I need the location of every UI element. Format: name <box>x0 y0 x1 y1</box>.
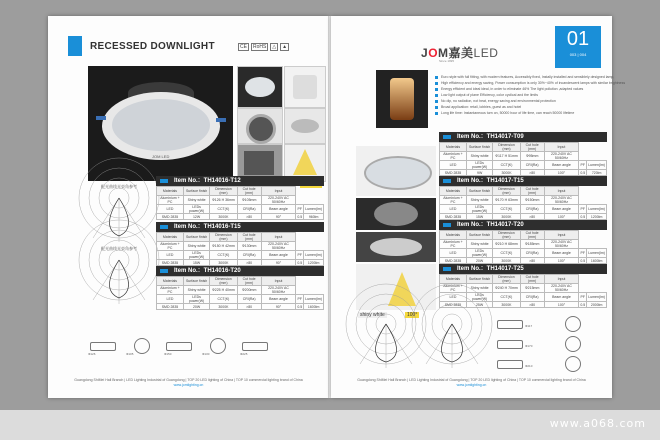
table-row <box>157 205 324 214</box>
class-badge: ▲ <box>282 44 288 50</box>
spec-item-number: Item No.：TH14017-T15 <box>439 176 607 186</box>
table-cell: 9W <box>466 170 492 176</box>
table-row <box>157 295 324 304</box>
table-header-row <box>440 231 607 240</box>
table-cell: 0.5 <box>580 258 586 263</box>
table-cell: CCT(K) <box>493 205 520 214</box>
table-cell: Shiny white <box>466 152 492 161</box>
polar-diagram-1 <box>88 184 150 244</box>
rohs-badge: RoHS <box>252 44 267 50</box>
table-row <box>440 161 607 170</box>
table-cell: 100° <box>544 302 579 308</box>
table-cell: 960lm <box>304 214 324 220</box>
table-cell: Beam angle <box>544 161 579 170</box>
table-cell: 20W <box>183 304 209 310</box>
table-cell: 100° <box>544 214 579 220</box>
table-cell: Φ215mm <box>520 284 544 293</box>
table-cell: 0.5 <box>580 302 586 307</box>
installation-photo <box>376 70 428 128</box>
thumbnail-back <box>237 108 283 144</box>
table-header-row <box>440 187 607 196</box>
table-cell: Lumen(lm) <box>587 161 607 170</box>
table-cell: 220-240V AC 50/60Hz <box>544 284 579 293</box>
table-cell: 3000K <box>210 214 237 220</box>
table-header-cell: Cut hole (mm) <box>237 187 261 196</box>
feature-list <box>435 74 626 116</box>
product-photo-installed <box>356 232 436 262</box>
table-cell: 15W <box>466 214 492 220</box>
page-footer <box>48 378 329 388</box>
table-cell: 100° <box>544 170 579 176</box>
polar-diagram-2 <box>88 246 150 306</box>
table-cell: SMD 2835 <box>440 170 467 176</box>
spec-table-block <box>439 132 607 176</box>
table-cell: Shiny white <box>466 196 492 205</box>
table-cell: LED <box>440 249 467 258</box>
table-cell: 220-240V AC 50/60Hz <box>544 152 579 161</box>
table-row <box>440 196 607 205</box>
table-cell: Aluminium + PC <box>157 286 184 295</box>
table-cell: LEDs power(W) <box>183 205 209 214</box>
table-header-cell: Input <box>544 187 579 196</box>
footer-line: Guangdong ShiMei Hall Branch | LED Lighting Industrial of Guangdong | TOP 20 LED lighting of China | TOP 10 commercial lighting brand of China <box>357 378 586 382</box>
table-header-cell: Dimension (mm) <box>210 277 237 286</box>
table-cell: Φ130mm <box>237 242 261 251</box>
table-cell: >80 <box>237 260 261 266</box>
spec-table <box>439 274 607 308</box>
table-header-cell: Surface finish <box>183 233 209 242</box>
ce-badge: CE <box>240 44 247 50</box>
table-cell: Lumen(lm) <box>304 295 324 304</box>
table-header-cell: Materials <box>440 275 467 284</box>
spec-table-block <box>156 222 324 266</box>
table-cell: 220-240V AC 50/60Hz <box>544 240 579 249</box>
table-cell: 25W <box>466 302 492 308</box>
table-header-cell: Materials <box>157 187 184 196</box>
table-header-cell: Dimension (mm) <box>210 233 237 242</box>
table-header-cell: Materials <box>440 231 467 240</box>
table-cell: CRI(Ra) <box>520 293 544 302</box>
footer-url: www.jomlighting.cn <box>173 383 204 387</box>
product-photo-beam <box>356 264 436 310</box>
watermark-text: www.a068.com <box>549 417 646 430</box>
table-cell: CCT(K) <box>210 295 237 304</box>
spec-table <box>156 186 324 220</box>
table-cell: LED <box>440 161 467 170</box>
table-cell: Φ240 H 70mm <box>493 284 520 293</box>
table-cell: 220-240V AC 50/60Hz <box>261 196 296 205</box>
table-cell: SMD 2835 <box>440 302 467 308</box>
footer-line: Guangdong ShiMei Hall Branch | LED Lighting Industrial of Guangdong | TOP 20 LED lighting of China | TOP 10 commercial lighting brand of China <box>74 378 303 382</box>
table-row <box>440 293 607 302</box>
table-cell: SMD 2835 <box>440 258 467 264</box>
table-cell: 0.5 <box>580 170 586 175</box>
spec-item-number: Item No.：TH14016-T15 <box>156 222 324 232</box>
table-cell: 220-240V AC 50/60Hz <box>544 196 579 205</box>
brand-logo: JOM嘉美LED <box>421 46 499 60</box>
table-header-cell: Cut hole (mm) <box>237 277 261 286</box>
table-cell: PF <box>579 161 587 170</box>
dimension-drawing: Φ130 <box>202 334 232 358</box>
dimension-drawing: Φ225 <box>240 334 270 358</box>
table-header-cell: Surface finish <box>183 277 209 286</box>
feature-item: High efficiency and energy saving, Power consumption is only 30%~40% of incandescent lamps with similar brightness <box>435 80 605 86</box>
table-cell: 12W <box>183 214 209 220</box>
dimension-drawing: Φ117 <box>495 316 585 334</box>
table-row <box>440 170 607 176</box>
table-cell: LEDs power(W) <box>183 295 209 304</box>
table-cell: LEDs power(W) <box>466 205 492 214</box>
table-row <box>157 242 324 251</box>
table-header-cell: Input <box>544 275 579 284</box>
spec-table-block <box>156 266 324 310</box>
table-cell: Φ126 H 36mm <box>210 196 237 205</box>
table-header-cell: Surface finish <box>183 187 209 196</box>
table-row <box>440 240 607 249</box>
table-cell: 3000K <box>210 304 237 310</box>
logo-tagline: Since 1995 <box>439 59 455 63</box>
table-cell: 220-240V AC 50/60Hz <box>261 242 296 251</box>
polar-diagram-3 <box>355 316 417 376</box>
table-cell: 3000K <box>210 260 237 266</box>
table-cell: Beam angle <box>544 249 579 258</box>
spec-table <box>156 232 324 266</box>
table-cell: PF <box>579 205 587 214</box>
table-cell: Shiny white <box>466 240 492 249</box>
table-cell: LEDs power(W) <box>183 251 209 260</box>
table-cell: Shiny white <box>466 284 492 293</box>
certification-badges <box>238 43 289 51</box>
warning-badge: △ <box>272 44 277 50</box>
table-cell: Shiny white <box>183 242 209 251</box>
table-cell: Lumen(lm) <box>587 249 607 258</box>
table-cell: LEDs power(W) <box>466 249 492 258</box>
table-row <box>157 286 324 295</box>
table-cell: CRI(Ra) <box>237 295 261 304</box>
table-header-cell: Dimension (mm) <box>493 275 520 284</box>
dimension-drawings <box>495 316 585 374</box>
table-row <box>440 214 607 220</box>
table-cell: 720lm <box>587 170 607 176</box>
table-row <box>157 251 324 260</box>
table-cell: PF <box>296 295 304 304</box>
table-cell: LED <box>157 295 184 304</box>
table-header-cell: Input <box>261 187 296 196</box>
table-header-cell: Surface finish <box>466 275 492 284</box>
table-cell: >80 <box>237 214 261 220</box>
table-row <box>440 152 607 161</box>
table-header-cell: Materials <box>157 233 184 242</box>
spec-item-number: Item No.：TH14017-T20 <box>439 220 607 230</box>
table-cell: Aluminium + PC <box>440 240 467 249</box>
table-header-cell: Dimension (mm) <box>493 231 520 240</box>
spring-clip-right <box>216 118 226 122</box>
table-header-cell: Cut hole (mm) <box>520 231 544 240</box>
table-cell: Φ210 H 68mm <box>493 240 520 249</box>
table-cell: CRI(Ra) <box>237 251 261 260</box>
dimension-drawings <box>88 334 270 358</box>
table-header-cell: Surface finish <box>466 143 492 152</box>
table-cell: SMD 2835 <box>157 260 184 266</box>
table-cell: 0.5 <box>297 304 303 309</box>
product-photo-heatsink <box>356 198 436 230</box>
table-cell: SMD 2835 <box>440 214 467 220</box>
table-cell: Φ150mm <box>520 196 544 205</box>
table-header-cell: Cut hole (mm) <box>520 143 544 152</box>
table-cell: CCT(K) <box>493 249 520 258</box>
feature-item: Euro style with full fitting, with modern features, Accessibly fixed, Instally installed and sensiblely designed lamp, <box>435 74 605 80</box>
beam-angle-label: 100° <box>407 312 418 318</box>
table-cell: LED <box>157 205 184 214</box>
page-subnumbers: 003 | 004 <box>569 52 587 57</box>
table-cell: Φ200mm <box>237 286 261 295</box>
table-row <box>157 214 324 220</box>
spec-table-block <box>439 176 607 220</box>
table-cell: Shiny white <box>183 286 209 295</box>
table-header-cell: Input <box>544 231 579 240</box>
table-header-cell: Dimension (mm) <box>493 187 520 196</box>
table-cell: >80 <box>520 302 544 308</box>
table-cell: 1600lm <box>304 304 324 310</box>
spec-table <box>156 276 324 310</box>
feature-item: No dip, no radiation, not heat, energy saving and environmental protection <box>435 98 605 104</box>
table-cell: 90° <box>261 214 296 220</box>
table-header-row <box>157 187 324 196</box>
table-cell: 0.5 <box>297 260 303 265</box>
page-number-box <box>555 26 601 68</box>
table-cell: 0.5 <box>297 214 303 219</box>
table-cell: 90° <box>261 304 296 310</box>
footer-url: www.jomlighting.cn <box>456 383 487 387</box>
table-cell: Beam angle <box>544 205 579 214</box>
feature-item: Long life time: Instantaneous turn on, 50000 hour of life time, can reach 50000 lifetime <box>435 110 605 116</box>
spec-item-number: Item No.：TH14017-T25 <box>439 264 607 274</box>
table-cell: Aluminium + PC <box>440 152 467 161</box>
table-header-row <box>157 233 324 242</box>
table-cell: Beam angle <box>261 251 296 260</box>
table-cell: >80 <box>520 214 544 220</box>
table-cell: CCT(K) <box>210 251 237 260</box>
table-cell: 3000K <box>493 214 520 220</box>
page-title: RECESSED DOWNLIGHT <box>90 41 215 52</box>
table-cell: Φ170 H 63mm <box>493 196 520 205</box>
spring-clip-left <box>96 116 106 120</box>
table-cell: Φ225 H 40mm <box>210 286 237 295</box>
table-cell: LED <box>440 293 467 302</box>
dimension-drawing: Φ105 <box>126 334 156 358</box>
table-header-cell: Cut hole (mm) <box>520 275 544 284</box>
table-cell: Φ150 H 42mm <box>210 242 237 251</box>
table-cell: PF <box>579 249 587 258</box>
table-header-cell: Materials <box>440 187 467 196</box>
feature-item: Energy efficient and ideal ideal, in order to eliminate 46% The light pollution ,adapted values <box>435 86 605 92</box>
table-cell: PF <box>296 205 304 214</box>
table-cell: Shiny white <box>183 196 209 205</box>
spec-table <box>439 186 607 220</box>
table-row <box>440 258 607 264</box>
table-cell: SMD 2835 <box>157 304 184 310</box>
table-cell: Aluminium + PC <box>440 196 467 205</box>
table-cell: Aluminium + PC <box>157 196 184 205</box>
table-cell: PF <box>296 251 304 260</box>
table-cell: 1600lm <box>587 258 607 264</box>
polar-diagram-4 <box>421 316 483 376</box>
table-row <box>440 284 607 293</box>
table-header-cell: Cut hole (mm) <box>520 187 544 196</box>
table-cell: Φ95mm <box>520 152 544 161</box>
table-header-cell: Dimension (mm) <box>210 187 237 196</box>
table-cell: 3000K <box>493 170 520 176</box>
dimension-drawing: Φ150 <box>164 334 194 358</box>
table-header-cell: Input <box>261 233 296 242</box>
table-cell: 20W <box>466 258 492 264</box>
table-row <box>440 249 607 258</box>
dimension-drawing: Φ210 <box>495 356 585 374</box>
table-cell: >80 <box>520 258 544 264</box>
spec-table <box>439 142 607 176</box>
table-row <box>440 205 607 214</box>
table-cell: Beam angle <box>261 205 296 214</box>
table-cell: Lumen(lm) <box>587 205 607 214</box>
spec-table <box>439 230 607 264</box>
spec-item-number: Item No.：TH14016-T12 <box>156 176 324 186</box>
table-cell: LEDs power(W) <box>466 293 492 302</box>
table-cell: Φ105mm <box>237 196 261 205</box>
spec-item-number: Item No.：TH14017-T09 <box>439 132 607 142</box>
thumbnail-side <box>284 66 326 108</box>
table-cell: Φ117 H 51mm <box>493 152 520 161</box>
right-page <box>331 16 626 398</box>
table-cell: CRI(Ra) <box>520 205 544 214</box>
table-cell: 90° <box>261 260 296 266</box>
table-header-cell: Cut hole (mm) <box>237 233 261 242</box>
polar-caption: 配光曲线光束角参考 <box>101 246 137 251</box>
spec-table-block <box>156 176 324 220</box>
table-cell: Beam angle <box>544 293 579 302</box>
table-cell: 0.5 <box>580 214 586 219</box>
table-row <box>157 260 324 266</box>
thumbnail-lamp <box>284 108 326 144</box>
page-footer <box>331 378 612 388</box>
table-header-cell: Surface finish <box>466 187 492 196</box>
table-cell: Aluminium + PC <box>157 242 184 251</box>
feature-item: Low light output of plane Efficiency, color cyclical and the limits <box>435 92 605 98</box>
lamp-lens <box>112 99 210 151</box>
dimension-drawing: Φ170 <box>495 336 585 354</box>
table-cell: CCT(K) <box>493 293 520 302</box>
table-cell: CRI(Ra) <box>520 161 544 170</box>
table-header-row <box>440 143 607 152</box>
lamp-brand-mark: JOM LED <box>152 154 170 159</box>
table-header-cell: Dimension (mm) <box>493 143 520 152</box>
table-header-cell: Materials <box>440 143 467 152</box>
table-cell: >80 <box>237 304 261 310</box>
table-header-row <box>440 275 607 284</box>
left-page <box>48 16 329 398</box>
finish-label: shiny white <box>360 312 385 318</box>
table-header-cell: Input <box>544 143 579 152</box>
table-cell: LED <box>440 205 467 214</box>
table-cell: CRI(Ra) <box>237 205 261 214</box>
blue-tab-marker <box>68 36 82 56</box>
table-cell: 3000K <box>493 258 520 264</box>
table-cell: CRI(Ra) <box>520 249 544 258</box>
table-row <box>440 302 607 308</box>
table-header-cell: Input <box>261 277 296 286</box>
table-cell: Beam angle <box>261 295 296 304</box>
table-cell: 2000lm <box>587 302 607 308</box>
table-header-row <box>157 277 324 286</box>
table-cell: PF <box>579 293 587 302</box>
table-cell: 15W <box>183 260 209 266</box>
product-photo-front <box>356 146 436 196</box>
table-cell: CCT(K) <box>210 205 237 214</box>
product-hero-image <box>88 66 233 181</box>
table-cell: Lumen(lm) <box>304 251 324 260</box>
dimension-drawing: Φ126 <box>88 334 118 358</box>
table-cell: 1200lm <box>304 260 324 266</box>
table-cell: 100° <box>544 258 579 264</box>
page-number: 01 <box>566 28 590 50</box>
polar-caption: 配光曲线光束角参考 <box>101 184 137 189</box>
table-cell: LEDs power(W) <box>466 161 492 170</box>
table-cell: Lumen(lm) <box>587 293 607 302</box>
table-cell: Aluminium + PC <box>440 284 467 293</box>
table-row <box>157 304 324 310</box>
spec-table-block <box>439 220 607 264</box>
spec-item-number: Item No.：TH14016-T20 <box>156 266 324 276</box>
thumbnail-front <box>237 66 283 108</box>
table-cell: Φ185mm <box>520 240 544 249</box>
table-cell: SMD 2835 <box>157 214 184 220</box>
feature-item: Broad application: retail, lobbies, guest as and hotel <box>435 104 605 110</box>
table-cell: Lumen(lm) <box>304 205 324 214</box>
table-cell: CCT(K) <box>493 161 520 170</box>
table-row <box>157 196 324 205</box>
table-header-cell: Materials <box>157 277 184 286</box>
table-cell: >80 <box>520 170 544 176</box>
table-cell: 220-240V AC 50/60Hz <box>261 286 296 295</box>
table-cell: LED <box>157 251 184 260</box>
table-cell: 3000K <box>493 302 520 308</box>
table-header-cell: Surface finish <box>466 231 492 240</box>
table-cell: 1200lm <box>587 214 607 220</box>
